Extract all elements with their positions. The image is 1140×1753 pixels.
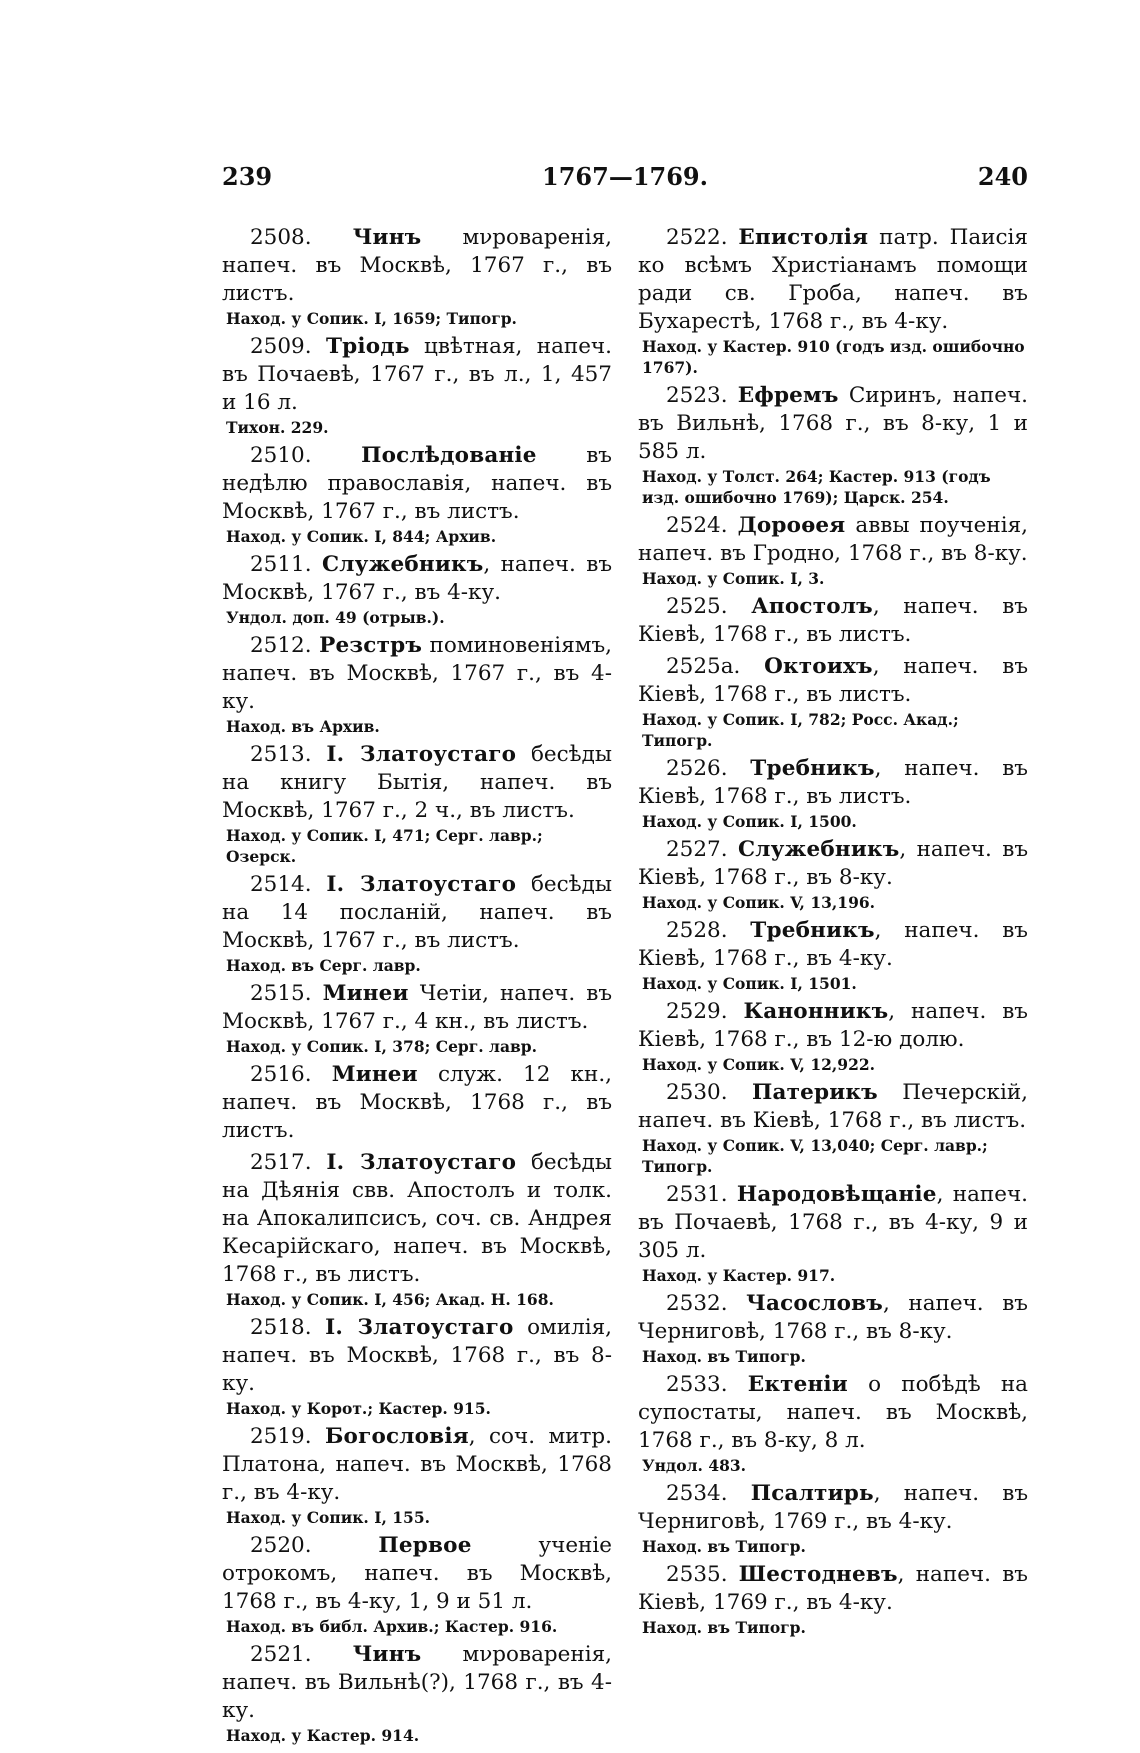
catalog-entry <box>222 333 612 438</box>
entry-location: Наход. у Сопик. I, 1501. <box>642 974 857 993</box>
entry-location: Наход. у Сопик. V, 12,922. <box>642 1055 876 1074</box>
entry-title: I. Златоустаго <box>326 1150 517 1175</box>
entry-number: 2513. <box>250 742 312 767</box>
entry-number: 2534. <box>666 1481 728 1506</box>
entry-title: Послѣдованіе <box>361 443 537 468</box>
entry-number: 2531. <box>666 1182 728 1207</box>
catalog-entry <box>638 1371 1028 1476</box>
entry-title: Народовѣщаніе <box>736 1182 937 1207</box>
entry-title: Ектеніи <box>747 1372 848 1397</box>
page-number-right: 240 <box>977 162 1028 191</box>
entry-text: омилія, напеч. въ Москвѣ, 1768 г., въ 8-ку. <box>222 1315 612 1396</box>
entry-title: I. Златоустаго <box>326 872 517 897</box>
entry-location: Наход. у Сопик. V, 13,040; Серг. лавр.; Типогр. <box>642 1136 988 1176</box>
entry-location: Наход. у Толст. 264; Кастер. 913 (годъ изд. ошибочно 1769); Царск. 254. <box>642 467 991 507</box>
entry-title: Шестодневъ <box>738 1562 898 1587</box>
entry-location: Ундол. доп. 49 (отрыв.). <box>226 608 445 627</box>
entry-title: Тріодь <box>325 334 410 359</box>
entry-text: , напеч. въ Почаевѣ, 1768 г., въ 4-ку, 9 и 305 л. <box>638 1182 1028 1263</box>
entry-location: Наход. у Сопик. I, 3. <box>642 569 825 588</box>
catalog-entry <box>222 1149 612 1310</box>
entry-number: 2535. <box>666 1562 728 1587</box>
entry-location: Наход. въ библ. Архив.; Кастер. 916. <box>226 1617 558 1636</box>
entry-location: Наход. въ Типогр. <box>642 1347 806 1366</box>
entry-text: Четіи, напеч. въ Москвѣ, 1767 г., 4 кн., въ листъ. <box>222 981 613 1034</box>
entry-title: Канонникъ <box>743 999 889 1024</box>
catalog-entry <box>222 551 612 628</box>
entry-text: Печерскій, напеч. въ Кіевѣ, 1768 г., въ листъ. <box>638 1080 1028 1133</box>
entry-number: 2526. <box>666 756 728 781</box>
entry-title: Служебникъ <box>321 552 484 577</box>
entry-title: Требникъ <box>750 756 875 781</box>
catalog-entry <box>222 1061 612 1145</box>
entry-number: 2518. <box>250 1315 312 1340</box>
entry-location: Наход. у Кастер. 910 (годъ изд. ошибочно 1767). <box>642 337 1025 377</box>
entry-location: Тихон. 229. <box>226 418 329 437</box>
catalog-entry <box>638 382 1028 508</box>
catalog-entry <box>222 1423 612 1528</box>
entry-text: Сиринъ, напеч. въ Вильнѣ, 1768 г., въ 8-ку, 1 и 585 л. <box>638 383 1028 464</box>
entry-title: Октоихъ <box>764 654 873 679</box>
entry-title: Часословъ <box>746 1291 883 1316</box>
entry-text: мνроваренія, напеч. въ Вильнѣ(?), 1768 г., въ 4-ку. <box>222 1642 612 1723</box>
entry-number: 2533. <box>666 1372 728 1397</box>
entry-title: Апостолъ <box>751 594 873 619</box>
entry-number: 2511. <box>250 552 312 577</box>
entry-number: 2514. <box>250 872 312 897</box>
entry-title: Дороѳея <box>737 513 846 538</box>
entry-text: въ недѣлю православія, напеч. въ Москвѣ, 1767 г., въ листъ. <box>222 443 612 524</box>
entry-location: Наход. у Сопик. I, 155. <box>226 1508 431 1527</box>
entry-text: о побѣдѣ на супостаты, напеч. въ Москвѣ, 1768 г., въ 8-ку, 8 л. <box>638 1372 1028 1453</box>
entry-text: патр. Паисія ко всѣмъ Христіанамъ помощи ради св. Гроба, напеч. въ Бухарестѣ, 1768 г., въ 4-ку. <box>638 225 1028 334</box>
catalog-entry <box>638 1079 1028 1177</box>
entry-text: , соч. митр. Платона, напеч. въ Москвѣ, 1768 г., въ 4-ку. <box>222 1424 612 1505</box>
entry-number: 2524. <box>666 513 728 538</box>
entry-title: Минеи <box>331 1062 418 1087</box>
catalog-entry <box>638 1480 1028 1557</box>
entry-location: Наход. у Сопик. I, 456; Акад. Н. 168. <box>226 1290 554 1309</box>
entry-location: Наход. у Сопик. I, 782; Росс. Акад.; Типогр. <box>642 710 959 750</box>
page-number-left: 239 <box>222 162 273 191</box>
entry-text: бесѣды на 14 посланій, напеч. въ Москвѣ, 1767 г., въ листъ. <box>222 872 612 953</box>
entry-text: бесѣды на Дѣянія свв. Апостолъ и толк. на Апокалипсисъ, соч. св. Андрея Кесарійскаго, напеч. въ Москвѣ, 1768 г., въ листъ. <box>222 1150 612 1287</box>
entry-title: Богословія <box>324 1424 469 1449</box>
entry-number: 2521. <box>250 1642 312 1667</box>
entry-number: 2508. <box>250 225 312 250</box>
catalog-entry <box>638 998 1028 1075</box>
entry-text: поминовеніямъ, напеч. въ Москвѣ, 1767 г., въ 4-ку. <box>222 633 612 714</box>
entry-text: цвѣтная, напеч. въ Почаевѣ, 1767 г., въ л., 1, 457 и 16 л. <box>222 334 612 415</box>
entry-location: Наход. въ Типогр. <box>642 1618 806 1637</box>
entry-number: 2522. <box>666 225 728 250</box>
right-column <box>638 224 1028 1642</box>
entry-location: Наход. у Кастер. 917. <box>642 1266 836 1285</box>
entry-title: Епистолія <box>738 225 869 250</box>
catalog-entry <box>222 1532 612 1637</box>
catalog-entry <box>638 836 1028 913</box>
catalog-entry <box>222 442 612 547</box>
entry-text: , напеч. въ Кіевѣ, 1768 г., въ листъ. <box>638 756 1028 809</box>
entry-location: Наход. у Сопик. I, 1500. <box>642 812 857 831</box>
entry-location: Наход. у Сопик. I, 471; Серг. лавр.; Озерск. <box>226 826 543 866</box>
entry-title: Резстръ <box>319 633 423 658</box>
entry-title: Псалтирь <box>750 1481 874 1506</box>
catalog-entry <box>222 632 612 737</box>
entry-number: 2517. <box>250 1150 312 1175</box>
entry-text: , напеч. въ Москвѣ, 1767 г., въ 4-ку. <box>222 552 612 605</box>
entry-text: , напеч. въ Кіевѣ, 1768 г., въ листъ. <box>638 594 1028 647</box>
entry-title: Служебникъ <box>737 837 900 862</box>
entry-location: Наход. въ Архив. <box>226 717 380 736</box>
entry-title: Минеи <box>322 981 409 1006</box>
entry-number: 2510. <box>250 443 312 468</box>
entry-title: Патерикъ <box>752 1080 878 1105</box>
entry-text: мνроваренія, напеч. въ Москвѣ, 1767 г., въ листъ. <box>222 225 612 306</box>
entry-number: 2525. <box>666 594 728 619</box>
catalog-entry <box>638 512 1028 589</box>
catalog-entry <box>638 1561 1028 1638</box>
catalog-entry <box>638 1290 1028 1367</box>
entry-text: аввы поученія, напеч. въ Гродно, 1768 г., въ 8-ку. <box>638 513 1028 566</box>
entry-number: 2525a. <box>666 654 741 679</box>
entry-text: , напеч. въ Черниговѣ, 1768 г., въ 8-ку. <box>638 1291 1028 1344</box>
running-head <box>222 162 1028 202</box>
entry-title: Первое <box>378 1533 472 1558</box>
entry-text: , напеч. въ Кіевѣ, 1768 г., въ 8-ку. <box>638 837 1028 890</box>
entry-number: 2523. <box>666 383 728 408</box>
entry-location: Наход. у Сопик. I, 844; Архив. <box>226 527 497 546</box>
catalog-entry <box>638 1181 1028 1286</box>
entry-number: 2515. <box>250 981 312 1006</box>
entry-text: бесѣды на книгу Бытія, напеч. въ Москвѣ, 1767 г., 2 ч., въ листъ. <box>222 742 612 823</box>
entry-title: I. Златоустаго <box>326 742 517 767</box>
catalog-entry <box>638 755 1028 832</box>
entry-location: Ундол. 483. <box>642 1456 747 1475</box>
entry-number: 2520. <box>250 1533 312 1558</box>
entry-text: , напеч. въ Кіевѣ, 1768 г., въ листъ. <box>638 654 1028 707</box>
entry-location: Наход. у Кастер. 914. <box>226 1726 420 1745</box>
entry-location: Наход. у Корот.; Кастер. 915. <box>226 1399 491 1418</box>
catalog-entry <box>222 224 612 329</box>
catalog-entry <box>222 871 612 976</box>
entry-text: ученіе отрокомъ, напеч. въ Москвѣ, 1768 г., въ 4-ку, 1, 9 и 51 л. <box>222 1533 612 1614</box>
entry-location: Наход. у Сопик. I, 378; Серг. лавр. <box>226 1037 538 1056</box>
entry-location: Наход. у Сопик. I, 1659; Типогр. <box>226 309 517 328</box>
entry-number: 2530. <box>666 1080 728 1105</box>
catalog-entry <box>222 1641 612 1746</box>
entry-title: I. Златоустаго <box>325 1315 514 1340</box>
entry-number: 2516. <box>250 1062 312 1087</box>
entry-title: Ефремъ <box>737 383 839 408</box>
catalog-entry <box>638 653 1028 751</box>
entry-number: 2527. <box>666 837 728 862</box>
year-range-heading: 1767—1769. <box>542 162 708 191</box>
entry-location: Наход. у Сопик. V, 13,196. <box>642 893 876 912</box>
entry-number: 2519. <box>250 1424 312 1449</box>
left-column <box>222 224 612 1750</box>
entry-number: 2528. <box>666 918 728 943</box>
entry-location: Наход. въ Типогр. <box>642 1537 806 1556</box>
entry-text: , напеч. въ Кіевѣ, 1768 г., въ 12-ю долю. <box>638 999 1028 1052</box>
entry-text: служ. 12 кн., напеч. въ Москвѣ, 1768 г., въ листъ. <box>222 1062 612 1143</box>
entry-text: , напеч. въ Кіевѣ, 1768 г., въ 4-ку. <box>638 918 1028 971</box>
entry-text: , напеч. въ Черниговѣ, 1769 г., въ 4-ку. <box>638 1481 1028 1534</box>
entry-title: Чинъ <box>352 225 422 250</box>
entry-title: Требникъ <box>750 918 875 943</box>
entry-number: 2532. <box>666 1291 728 1316</box>
entry-text: , напеч. въ Кіевѣ, 1769 г., въ 4-ку. <box>638 1562 1028 1615</box>
catalog-entry <box>222 1314 612 1419</box>
entry-title: Чинъ <box>352 1642 422 1667</box>
catalog-entry <box>638 224 1028 378</box>
catalog-entry <box>638 917 1028 994</box>
entry-number: 2512. <box>250 633 312 658</box>
entry-location: Наход. въ Серг. лавр. <box>226 956 421 975</box>
catalog-entry <box>222 741 612 867</box>
entry-number: 2509. <box>250 334 312 359</box>
catalog-entry <box>222 980 612 1057</box>
entry-number: 2529. <box>666 999 728 1024</box>
catalog-entry <box>638 593 1028 649</box>
